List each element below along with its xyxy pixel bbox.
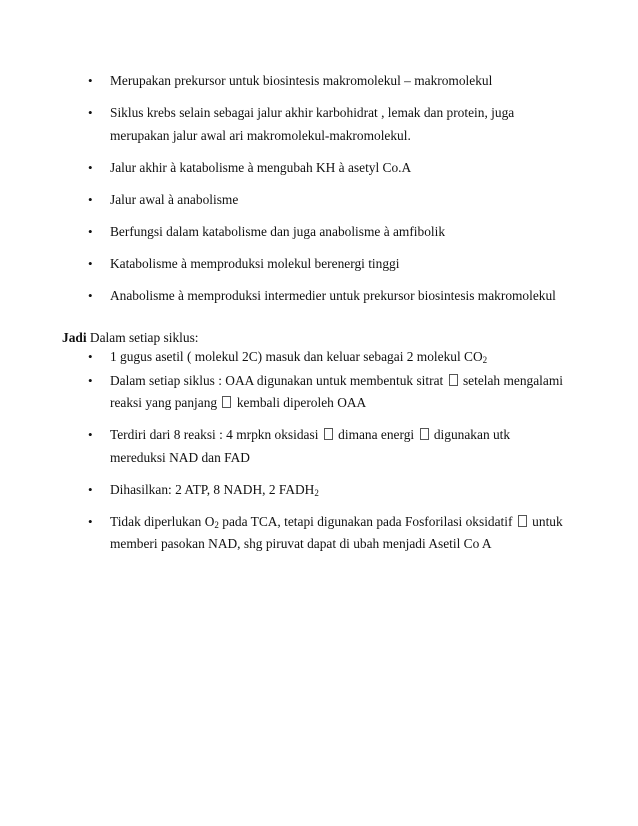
bullet-icon: • [88,255,93,271]
list-item: • Berfungsi dalam katabolisme dan juga anabolisme à amfibolik [0,221,638,244]
bullet-icon: • [88,513,93,529]
bullet-icon: • [88,349,93,364]
bullet-icon: • [88,73,93,88]
list-item: • Jalur akhir à katabolisme à mengubah KH à asetyl Co.A [0,157,638,180]
list-item: • Anabolisme à memproduksi intermedier untuk prekursor biosintesis makromolekul [0,285,638,308]
bullet-icon: • [88,191,93,207]
list-item: • Katabolisme à memproduksi molekul berenergi tinggi [0,253,638,276]
missing-glyph-icon [518,515,527,527]
bullet-icon: • [88,105,93,120]
heading-text: Dalam setiap siklus: [86,330,199,345]
missing-glyph-icon [420,428,429,440]
list-item: • Tidak diperlukan $O_2$ pada TCA, tetapi digunakan pada Fosforilasi oksidatif untuk memberi pasokan NAD, shg piruvat dapat di ubah menjadi Asetil Co A [0,511,638,556]
bullet-icon: • [88,223,93,239]
bullet-list-summary [0,346,638,565]
bullet-icon: • [88,481,93,497]
bullet-icon: • [88,287,93,303]
list-item: • Dihasilkan: 2 ATP, 8 NADH, 2 $FADH_2$ [0,479,638,502]
heading-bold: Jadi [62,330,87,345]
bullet-list-properties [0,70,638,317]
missing-glyph-icon [222,396,231,408]
bullet-icon: • [88,427,93,442]
bullet-icon: • [88,159,93,175]
list-item: • Jalur awal à anabolisme [0,189,638,212]
list-item: • Dalam setiap siklus : OAA digunakan untuk membentuk sitrat setelah mengalami reaksi yang panjang kembali diperoleh OAA [0,370,638,415]
list-item: • Terdiri dari 8 reaksi : 4 mrpkn oksidasi dimana energi digunakan utk mereduksi NAD dan FAD [0,424,638,469]
missing-glyph-icon [449,374,458,386]
list-item: • 1 gugus asetil ( molekul 2C) masuk dan keluar sebagai 2 molekul $CO_2$ [0,346,638,369]
list-item: • Siklus krebs selain sebagai jalur akhir karbohidrat , lemak dan protein, juga merupakan jalur awal ari makromolekul-makromolekul. [0,102,638,147]
list-item: • Merupakan prekursor untuk biosintesis makromolekul – makromolekul [0,70,638,93]
missing-glyph-icon [324,428,333,440]
bullet-icon: • [88,372,93,388]
